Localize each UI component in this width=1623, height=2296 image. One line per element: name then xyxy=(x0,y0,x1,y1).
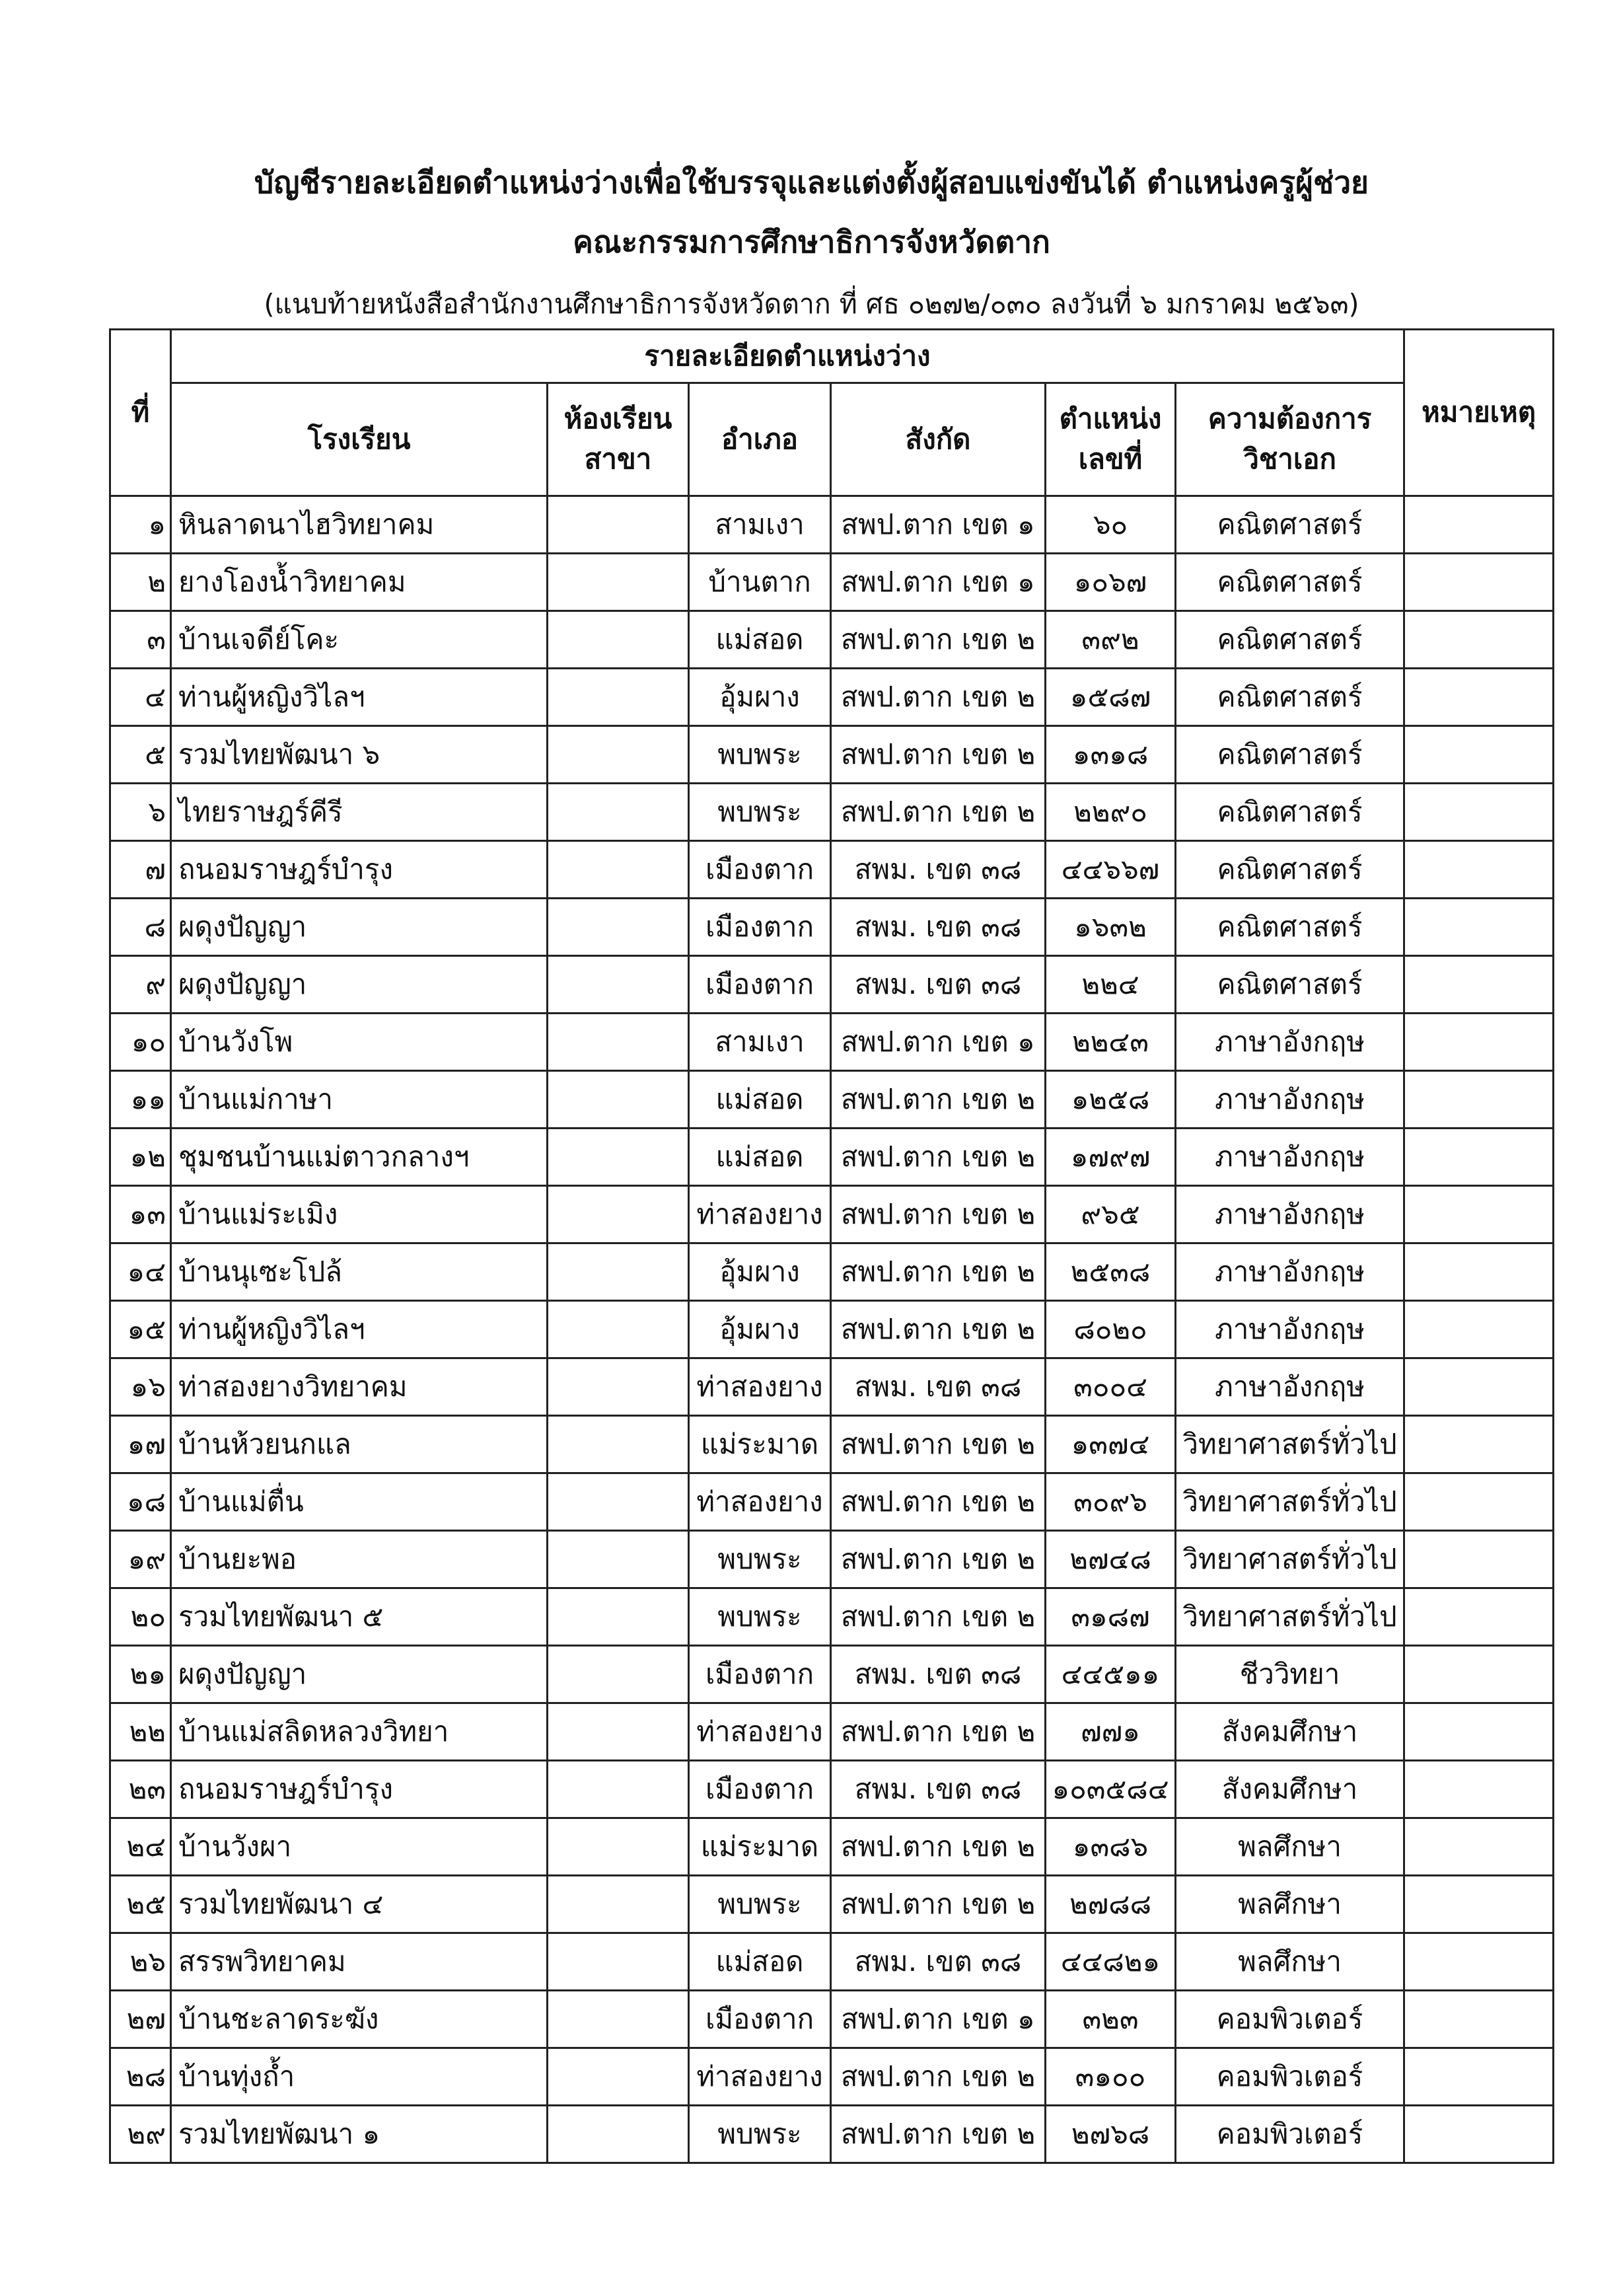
row-number: ๒๕ xyxy=(110,1876,171,1933)
table-row xyxy=(110,2106,1554,2163)
school-name: สรรพวิทยาคม xyxy=(171,1933,548,1991)
row-number: ๒๒ xyxy=(110,1703,171,1761)
district-cell: ท่าสองยาง xyxy=(689,2048,831,2106)
remark-cell xyxy=(1404,1646,1554,1703)
branch-cell xyxy=(548,1933,689,1991)
remark-cell xyxy=(1404,611,1554,669)
major-cell: พลศึกษา xyxy=(1176,1933,1404,1991)
position-number: ๒๒๙๐ xyxy=(1046,784,1176,841)
branch-cell xyxy=(548,1703,689,1761)
office-cell: สพม. เขต ๓๘ xyxy=(831,899,1046,956)
position-number: ๔๔๕๑๑ xyxy=(1046,1646,1176,1703)
table-row xyxy=(110,554,1554,611)
district-cell: แม่ระมาด xyxy=(689,1818,831,1876)
major-cell: คณิตศาสตร์ xyxy=(1176,956,1404,1014)
row-number: ๑๙ xyxy=(110,1531,171,1588)
table-row xyxy=(110,669,1554,726)
table-row xyxy=(110,1933,1554,1991)
major-cell: พลศึกษา xyxy=(1176,1818,1404,1876)
branch-cell xyxy=(548,1876,689,1933)
position-number: ๑๕๘๗ xyxy=(1046,669,1176,726)
position-number: ๓๑๐๐ xyxy=(1046,2048,1176,2106)
remark-cell xyxy=(1404,1703,1554,1761)
school-name: รวมไทยพัฒนา ๖ xyxy=(171,726,548,784)
office-cell: สพป.ตาก เขต ๑ xyxy=(831,1014,1046,1071)
major-cell: พลศึกษา xyxy=(1176,1876,1404,1933)
office-cell: สพป.ตาก เขต ๒ xyxy=(831,1129,1046,1186)
branch-cell xyxy=(548,1646,689,1703)
table-row xyxy=(110,1646,1554,1703)
district-cell: พบพระ xyxy=(689,1876,831,1933)
major-cell: ภาษาอังกฤษ xyxy=(1176,1014,1404,1071)
school-name: บ้านทุ่งถ้ำ xyxy=(171,2048,548,2106)
row-number: ๒๑ xyxy=(110,1646,171,1703)
remark-cell xyxy=(1404,1588,1554,1646)
remark-cell xyxy=(1404,496,1554,554)
office-cell: สพป.ตาก เขต ๒ xyxy=(831,1703,1046,1761)
branch-cell xyxy=(548,2048,689,2106)
row-number: ๑๑ xyxy=(110,1071,171,1129)
major-cell: คณิตศาสตร์ xyxy=(1176,496,1404,554)
header-school: โรงเรียน xyxy=(171,383,548,496)
school-name: บ้านวังโพ xyxy=(171,1014,548,1071)
office-cell: สพม. เขต ๓๘ xyxy=(831,1646,1046,1703)
district-cell: บ้านตาก xyxy=(689,554,831,611)
branch-cell xyxy=(548,726,689,784)
branch-cell xyxy=(548,1243,689,1301)
remark-cell xyxy=(1404,1531,1554,1588)
district-cell: อุ้มผาง xyxy=(689,669,831,726)
table-row xyxy=(110,2048,1554,2106)
major-cell: วิทยาศาสตร์ทั่วไป xyxy=(1176,1588,1404,1646)
office-cell: สพม. เขต ๓๘ xyxy=(831,1358,1046,1416)
row-number: ๒๓ xyxy=(110,1761,171,1818)
branch-cell xyxy=(548,1186,689,1243)
remark-cell xyxy=(1404,1473,1554,1531)
branch-cell xyxy=(548,1588,689,1646)
position-number: ๔๔๘๒๑ xyxy=(1046,1933,1176,1991)
branch-cell xyxy=(548,1416,689,1473)
district-cell: พบพระ xyxy=(689,726,831,784)
school-name: ถนอมราษฎร์บำรุง xyxy=(171,1761,548,1818)
table-row xyxy=(110,841,1554,899)
school-name: ชุมชนบ้านแม่ตาวกลางฯ xyxy=(171,1129,548,1186)
row-number: ๑๘ xyxy=(110,1473,171,1531)
district-cell: พบพระ xyxy=(689,2106,831,2163)
table-row xyxy=(110,1416,1554,1473)
school-name: หินลาดนาไฮวิทยาคม xyxy=(171,496,548,554)
remark-cell xyxy=(1404,1991,1554,2048)
district-cell: เมืองตาก xyxy=(689,1761,831,1818)
document-subtitle: (แนบท้ายหนังสือสำนักงานศึกษาธิการจังหวัดตาก ที่ ศธ ๐๒๗๒/๐๓๐ ลงวันที่ ๖ มกราคม ๒๕๖๓) xyxy=(264,288,1359,320)
table-row xyxy=(110,1301,1554,1358)
school-name: ผดุงปัญญา xyxy=(171,1646,548,1703)
position-number: ๒๗๔๘ xyxy=(1046,1531,1176,1588)
branch-cell xyxy=(548,1991,689,2048)
major-cell: ชีววิทยา xyxy=(1176,1646,1404,1703)
position-number: ๓๙๒ xyxy=(1046,611,1176,669)
position-number: ๓๐๙๖ xyxy=(1046,1473,1176,1531)
remark-cell xyxy=(1404,1014,1554,1071)
remark-cell xyxy=(1404,1243,1554,1301)
major-cell: สังคมศึกษา xyxy=(1176,1761,1404,1818)
table-row xyxy=(110,1818,1554,1876)
position-number: ๒๒๔ xyxy=(1046,956,1176,1014)
table-row xyxy=(110,1473,1554,1531)
table-row xyxy=(110,496,1554,554)
office-cell: สพป.ตาก เขต ๒ xyxy=(831,1301,1046,1358)
branch-cell xyxy=(548,1358,689,1416)
table-row xyxy=(110,1761,1554,1818)
major-cell: วิทยาศาสตร์ทั่วไป xyxy=(1176,1473,1404,1531)
school-name: ยางโองน้ำวิทยาคม xyxy=(171,554,548,611)
district-cell: ท่าสองยาง xyxy=(689,1358,831,1416)
major-cell: ภาษาอังกฤษ xyxy=(1176,1243,1404,1301)
office-cell: สพป.ตาก เขต ๒ xyxy=(831,784,1046,841)
row-number: ๒๙ xyxy=(110,2106,171,2163)
office-cell: สพป.ตาก เขต ๒ xyxy=(831,1416,1046,1473)
school-name: ผดุงปัญญา xyxy=(171,899,548,956)
office-cell: สพป.ตาก เขต ๒ xyxy=(831,1588,1046,1646)
school-name: บ้านแม่สลิดหลวงวิทยา xyxy=(171,1703,548,1761)
district-cell: ท่าสองยาง xyxy=(689,1186,831,1243)
table-row xyxy=(110,1588,1554,1646)
district-cell: แม่ระมาด xyxy=(689,1416,831,1473)
position-number: ๗๗๑ xyxy=(1046,1703,1176,1761)
row-number: ๒๖ xyxy=(110,1933,171,1991)
header-position: ตำแหน่ง เลขที่ xyxy=(1046,383,1176,496)
major-cell: คณิตศาสตร์ xyxy=(1176,554,1404,611)
district-cell: แม่สอด xyxy=(689,1129,831,1186)
row-number: ๑๓ xyxy=(110,1186,171,1243)
major-cell: คอมพิวเตอร์ xyxy=(1176,2048,1404,2106)
table-row xyxy=(110,1243,1554,1301)
remark-cell xyxy=(1404,841,1554,899)
document-title: บัญชีรายละเอียดตำแหน่งว่างเพื่อใช้บรรจุและแต่งตั้งผู้สอบแข่งขันได้ ตำแหน่งครูผู้ช่วย xyxy=(254,165,1369,200)
row-number: ๑๗ xyxy=(110,1416,171,1473)
position-number: ๖๐ xyxy=(1046,496,1176,554)
remark-cell xyxy=(1404,1186,1554,1243)
office-cell: สพป.ตาก เขต ๒ xyxy=(831,2106,1046,2163)
remark-cell xyxy=(1404,2106,1554,2163)
row-number: ๒๐ xyxy=(110,1588,171,1646)
row-number: ๑ xyxy=(110,496,171,554)
position-number: ๓๑๘๗ xyxy=(1046,1588,1176,1646)
remark-cell xyxy=(1404,1818,1554,1876)
table-row xyxy=(110,784,1554,841)
branch-cell xyxy=(548,2106,689,2163)
row-number: ๔ xyxy=(110,669,171,726)
table-row xyxy=(110,1129,1554,1186)
district-cell: ท่าสองยาง xyxy=(689,1703,831,1761)
table-row xyxy=(110,1358,1554,1416)
office-cell: สพป.ตาก เขต ๒ xyxy=(831,726,1046,784)
position-number: ๓๐๐๔ xyxy=(1046,1358,1176,1416)
school-name: ถนอมราษฎร์บำรุง xyxy=(171,841,548,899)
remark-cell xyxy=(1404,1301,1554,1358)
branch-cell xyxy=(548,1761,689,1818)
major-cell: คณิตศาสตร์ xyxy=(1176,669,1404,726)
district-cell: แม่สอด xyxy=(689,1071,831,1129)
major-cell: สังคมศึกษา xyxy=(1176,1703,1404,1761)
branch-cell xyxy=(548,611,689,669)
position-number: ๑๓๑๘ xyxy=(1046,726,1176,784)
office-cell: สพป.ตาก เขต ๒ xyxy=(831,1876,1046,1933)
header-branch: ห้องเรียน สาขา xyxy=(548,383,689,496)
office-cell: สพป.ตาก เขต ๑ xyxy=(831,1991,1046,2048)
school-name: ท่าสองยางวิทยาคม xyxy=(171,1358,548,1416)
remark-cell xyxy=(1404,784,1554,841)
row-number: ๑๐ xyxy=(110,1014,171,1071)
header-major: ความต้องการ วิชาเอก xyxy=(1176,383,1404,496)
office-cell: สพป.ตาก เขต ๒ xyxy=(831,1818,1046,1876)
major-cell: ภาษาอังกฤษ xyxy=(1176,1071,1404,1129)
table-row xyxy=(110,726,1554,784)
district-cell: พบพระ xyxy=(689,784,831,841)
major-cell: คณิตศาสตร์ xyxy=(1176,841,1404,899)
position-number: ๙๖๕ xyxy=(1046,1186,1176,1243)
table-row xyxy=(110,611,1554,669)
remark-cell xyxy=(1404,1416,1554,1473)
table-row xyxy=(110,1014,1554,1071)
major-cell: ภาษาอังกฤษ xyxy=(1176,1301,1404,1358)
table-body xyxy=(110,496,1554,2163)
row-number: ๒๔ xyxy=(110,1818,171,1876)
remark-cell xyxy=(1404,726,1554,784)
office-cell: สพม. เขต ๓๘ xyxy=(831,841,1046,899)
district-cell: เมืองตาก xyxy=(689,956,831,1014)
position-number: ๘๐๒๐ xyxy=(1046,1301,1176,1358)
office-cell: สพม. เขต ๓๘ xyxy=(831,956,1046,1014)
row-number: ๑๖ xyxy=(110,1358,171,1416)
district-cell: เมืองตาก xyxy=(689,841,831,899)
school-name: บ้านนุเซะโปล้ xyxy=(171,1243,548,1301)
table-row xyxy=(110,899,1554,956)
branch-cell xyxy=(548,841,689,899)
office-cell: สพป.ตาก เขต ๒ xyxy=(831,669,1046,726)
school-name: บ้านแม่ตื่น xyxy=(171,1473,548,1531)
school-name: รวมไทยพัฒนา ๑ xyxy=(171,2106,548,2163)
office-cell: สพป.ตาก เขต ๑ xyxy=(831,496,1046,554)
district-cell: เมืองตาก xyxy=(689,1646,831,1703)
position-number: ๒๒๔๓ xyxy=(1046,1014,1176,1071)
position-number: ๑๐๖๗ xyxy=(1046,554,1176,611)
school-name: บ้านแม่กาษา xyxy=(171,1071,548,1129)
position-number: ๓๒๓ xyxy=(1046,1991,1176,2048)
district-cell: แม่สอด xyxy=(689,1933,831,1991)
remark-cell xyxy=(1404,1876,1554,1933)
major-cell: คอมพิวเตอร์ xyxy=(1176,1991,1404,2048)
major-cell: คณิตศาสตร์ xyxy=(1176,784,1404,841)
position-number: ๑๓๗๔ xyxy=(1046,1416,1176,1473)
school-name: ผดุงปัญญา xyxy=(171,956,548,1014)
district-cell: เมืองตาก xyxy=(689,1991,831,2048)
office-cell: สพป.ตาก เขต ๒ xyxy=(831,1473,1046,1531)
row-number: ๗ xyxy=(110,841,171,899)
school-name: รวมไทยพัฒนา ๔ xyxy=(171,1876,548,1933)
branch-cell xyxy=(548,1473,689,1531)
branch-cell xyxy=(548,1129,689,1186)
branch-cell xyxy=(548,1818,689,1876)
branch-cell xyxy=(548,899,689,956)
major-cell: วิทยาศาสตร์ทั่วไป xyxy=(1176,1416,1404,1473)
school-name: บ้านยะพอ xyxy=(171,1531,548,1588)
position-number: ๒๕๓๘ xyxy=(1046,1243,1176,1301)
school-name: รวมไทยพัฒนา ๕ xyxy=(171,1588,548,1646)
row-number: ๖ xyxy=(110,784,171,841)
row-number: ๒๗ xyxy=(110,1991,171,2048)
remark-cell xyxy=(1404,2048,1554,2106)
office-cell: สพม. เขต ๓๘ xyxy=(831,1761,1046,1818)
district-cell: สามเงา xyxy=(689,496,831,554)
district-cell: พบพระ xyxy=(689,1588,831,1646)
document-title-committee: คณะกรรมการศึกษาธิการจังหวัดตาก xyxy=(573,224,1050,260)
school-name: ไทยราษฎร์คีรี xyxy=(171,784,548,841)
office-cell: สพป.ตาก เขต ๒ xyxy=(831,611,1046,669)
remark-cell xyxy=(1404,899,1554,956)
remark-cell xyxy=(1404,1358,1554,1416)
row-number: ๒ xyxy=(110,554,171,611)
district-cell: สามเงา xyxy=(689,1014,831,1071)
district-cell: เมืองตาก xyxy=(689,899,831,956)
major-cell: คอมพิวเตอร์ xyxy=(1176,2106,1404,2163)
office-cell: สพป.ตาก เขต ๒ xyxy=(831,1531,1046,1588)
district-cell: แม่สอด xyxy=(689,611,831,669)
position-number: ๑๐๓๕๘๔ xyxy=(1046,1761,1176,1818)
major-cell: คณิตศาสตร์ xyxy=(1176,726,1404,784)
district-cell: อุ้มผาง xyxy=(689,1301,831,1358)
row-number: ๓ xyxy=(110,611,171,669)
office-cell: สพป.ตาก เขต ๒ xyxy=(831,2048,1046,2106)
row-number: ๑๔ xyxy=(110,1243,171,1301)
header-district: อำเภอ xyxy=(689,383,831,496)
major-cell: ภาษาอังกฤษ xyxy=(1176,1129,1404,1186)
table-row xyxy=(110,1876,1554,1933)
table-row xyxy=(110,1186,1554,1243)
school-name: ท่านผู้หญิงวิไลฯ xyxy=(171,669,548,726)
row-number: ๑๕ xyxy=(110,1301,171,1358)
major-cell: คณิตศาสตร์ xyxy=(1176,899,1404,956)
row-number: ๙ xyxy=(110,956,171,1014)
district-cell: พบพระ xyxy=(689,1531,831,1588)
school-name: บ้านห้วยนกแล xyxy=(171,1416,548,1473)
position-number: ๑๗๙๗ xyxy=(1046,1129,1176,1186)
remark-cell xyxy=(1404,1071,1554,1129)
table-row xyxy=(110,1071,1554,1129)
school-name: บ้านเจดีย์โคะ xyxy=(171,611,548,669)
table-row xyxy=(110,956,1554,1014)
position-number: ๑๒๕๘ xyxy=(1046,1071,1176,1129)
remark-cell xyxy=(1404,1129,1554,1186)
office-cell: สพป.ตาก เขต ๒ xyxy=(831,1071,1046,1129)
major-cell: ภาษาอังกฤษ xyxy=(1176,1358,1404,1416)
row-number: ๘ xyxy=(110,899,171,956)
row-number: ๒๘ xyxy=(110,2048,171,2106)
district-cell: ท่าสองยาง xyxy=(689,1473,831,1531)
table-row xyxy=(110,1991,1554,2048)
remark-cell xyxy=(1404,1761,1554,1818)
school-name: บ้านวังผา xyxy=(171,1818,548,1876)
header-office: สังกัด xyxy=(831,383,1046,496)
position-number: ๑๓๘๖ xyxy=(1046,1818,1176,1876)
row-number: ๑๒ xyxy=(110,1129,171,1186)
remark-cell xyxy=(1404,1933,1554,1991)
table-row xyxy=(110,1703,1554,1761)
position-number: ๑๖๓๒ xyxy=(1046,899,1176,956)
table-row xyxy=(110,1531,1554,1588)
header-no: ที่ xyxy=(110,330,171,496)
major-cell: วิทยาศาสตร์ทั่วไป xyxy=(1176,1531,1404,1588)
school-name: ท่านผู้หญิงวิไลฯ xyxy=(171,1301,548,1358)
remark-cell xyxy=(1404,554,1554,611)
major-cell: คณิตศาสตร์ xyxy=(1176,611,1404,669)
branch-cell xyxy=(548,1531,689,1588)
branch-cell xyxy=(548,1014,689,1071)
office-cell: สพป.ตาก เขต ๒ xyxy=(831,1186,1046,1243)
branch-cell xyxy=(548,956,689,1014)
vacancy-table xyxy=(109,328,1554,2164)
branch-cell xyxy=(548,669,689,726)
position-number: ๒๗๖๘ xyxy=(1046,2106,1176,2163)
office-cell: สพม. เขต ๓๘ xyxy=(831,1933,1046,1991)
row-number: ๕ xyxy=(110,726,171,784)
district-cell: อุ้มผาง xyxy=(689,1243,831,1301)
remark-cell xyxy=(1404,669,1554,726)
school-name: บ้านแม่ระเมิง xyxy=(171,1186,548,1243)
office-cell: สพป.ตาก เขต ๒ xyxy=(831,1243,1046,1301)
branch-cell xyxy=(548,784,689,841)
branch-cell xyxy=(548,1071,689,1129)
header-vacancy-details: รายละเอียดตำแหน่งว่าง xyxy=(171,330,1404,383)
major-cell: ภาษาอังกฤษ xyxy=(1176,1186,1404,1243)
branch-cell xyxy=(548,1301,689,1358)
remark-cell xyxy=(1404,956,1554,1014)
position-number: ๔๔๖๖๗ xyxy=(1046,841,1176,899)
branch-cell xyxy=(548,554,689,611)
header-remark: หมายเหตุ xyxy=(1404,330,1554,496)
branch-cell xyxy=(548,496,689,554)
office-cell: สพป.ตาก เขต ๑ xyxy=(831,554,1046,611)
school-name: บ้านชะลาดระฆัง xyxy=(171,1991,548,2048)
position-number: ๒๗๘๘ xyxy=(1046,1876,1176,1933)
